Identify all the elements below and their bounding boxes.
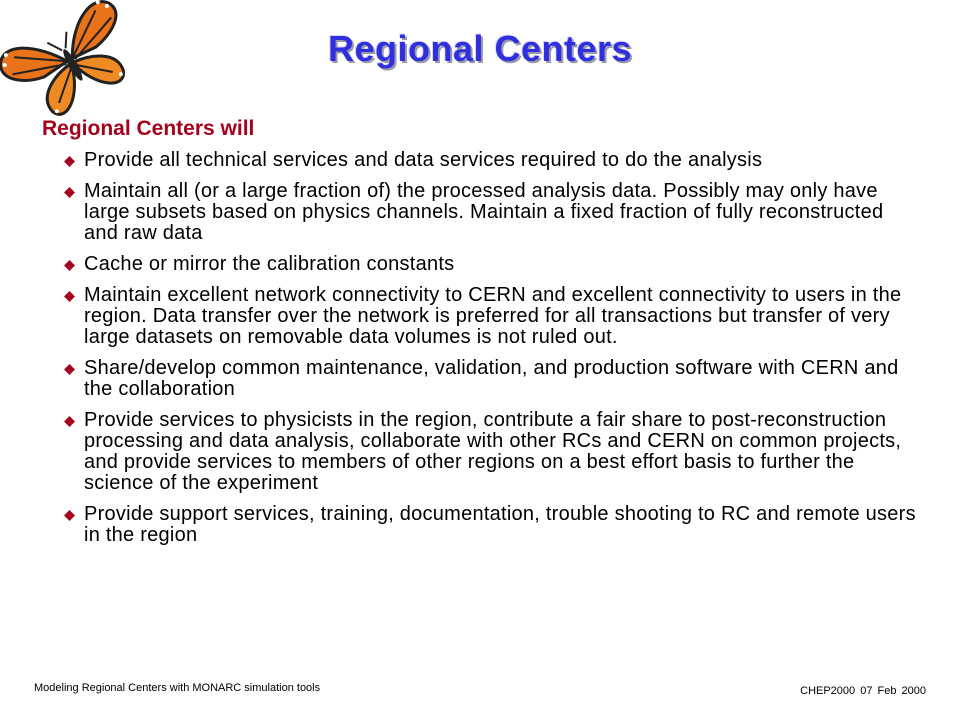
diamond-bullet-icon bbox=[64, 364, 75, 375]
diamond-bullet-icon bbox=[64, 291, 75, 302]
bullet-text: Maintain excellent network connectivity to CERN and excellent connectivity to users in the region. Data transfer over the network is preferred for all transactions but transfer of very large datasets on removable data volumes is not ruled out. bbox=[84, 284, 902, 348]
footer-conference-date: CHEP2000 07 Feb 2000 bbox=[800, 685, 926, 697]
slide-title: Regional Centers bbox=[327, 28, 633, 69]
bullet-text: Provide support services, training, documentation, trouble shooting to RC and remote users in the region bbox=[84, 503, 916, 546]
bullet-text: Maintain all (or a large fraction of) the processed analysis data. Possibly may only have large subsets based on physics channels. Maintain a fixed fraction of fully reconstructed and raw data bbox=[84, 180, 884, 244]
footer-presentation-title: Modeling Regional Centers with MONARC simulation tools bbox=[34, 682, 321, 694]
diamond-bullet-icon bbox=[64, 416, 75, 427]
bullet-item bbox=[62, 358, 922, 400]
bullet-text: Provide all technical services and data services required to do the analysis bbox=[84, 149, 763, 171]
bullet-item bbox=[62, 504, 922, 546]
diamond-bullet-icon bbox=[64, 510, 75, 521]
bullet-item bbox=[62, 181, 922, 244]
diamond-bullet-icon bbox=[64, 187, 75, 198]
bullet-item bbox=[62, 150, 922, 171]
bullet-text: Provide services to physicists in the region, contribute a fair share to post-reconstruction processing and data analysis, collaborate with other RCs and CERN on common projects, and provide services to members of other regions on a best effort basis to further the science of the experiment bbox=[84, 409, 902, 494]
bullet-list bbox=[62, 150, 922, 556]
bullet-item bbox=[62, 254, 922, 275]
bullet-text: Share/develop common maintenance, validation, and production software with CERN and the collaboration bbox=[84, 357, 899, 400]
bullet-item bbox=[62, 285, 922, 348]
subheading: Regional Centers will bbox=[42, 117, 255, 140]
bullet-item bbox=[62, 410, 922, 494]
bullet-text: Cache or mirror the calibration constants bbox=[84, 253, 455, 275]
diamond-bullet-icon bbox=[64, 260, 75, 271]
diamond-bullet-icon bbox=[64, 156, 75, 167]
